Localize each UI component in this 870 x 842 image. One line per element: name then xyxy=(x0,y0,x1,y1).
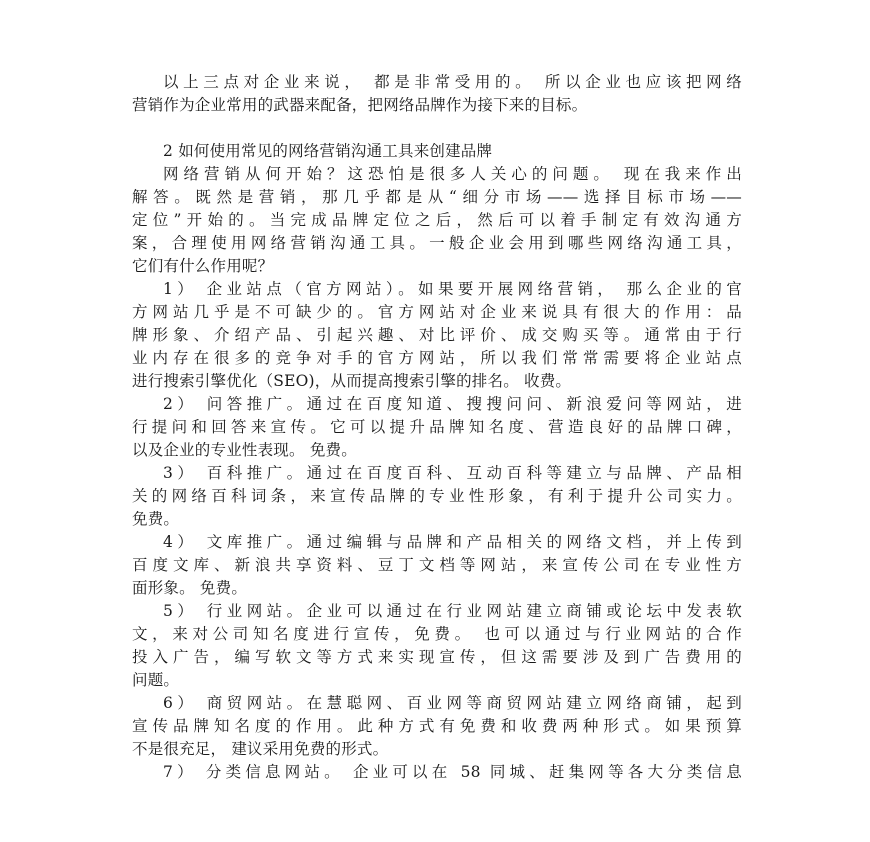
list-item-line: 以及企业的专业性表现。 免费。 xyxy=(132,441,357,459)
list-item-line: 业内存在很多的竞争对手的官方网站，所以我们常常需要将企业站点 xyxy=(132,349,742,367)
list-item-line: 3） 百科推广。通过在百度百科、互动百科等建立与品牌、产品相 xyxy=(163,464,742,482)
paragraph-line: 网络营销从何开始？这恐怕是很多人关心的问题。 现在我来作出 xyxy=(163,165,742,183)
list-item-line: 进行搜索引擎优化（SEO)，从而提高搜索引擎的排名。 收费。 xyxy=(132,372,572,390)
paragraph-line: 以上三点对企业来说， 都是非常受用的。 所以企业也应该把网络 xyxy=(163,73,742,91)
list-item-line: 文，来对公司知名度进行宣传，免费。 也可以通过与行业网站的合作 xyxy=(132,625,742,643)
list-item-line: 问题。 xyxy=(132,671,180,689)
list-item-line: 7） 分类信息网站。 企业可以在 58 同城、赶集网等各大分类信息 xyxy=(163,763,742,781)
paragraph-line: 营销作为企业常用的武器来配备，把网络品牌作为接下来的目标。 xyxy=(132,96,588,114)
list-item-line: 1） 企业站点（官方网站）。如果要开展网络营销， 那么企业的官 xyxy=(163,280,742,298)
list-item-line: 行提问和回答来宣传。它可以提升品牌知名度、营造良好的品牌口碑， xyxy=(132,418,742,436)
list-item-line: 2） 问答推广。通过在百度知道、搜搜问问、新浪爱问等网站，进 xyxy=(163,395,742,413)
blank-line xyxy=(132,117,742,140)
list-item-line: 关的网络百科词条，来宣传品牌的专业性形象，有利于提升公司实力。 xyxy=(132,487,742,505)
paragraph-line: 解答。既然是营销，那几乎都是从“细分市场——选择目标市场—— xyxy=(132,188,742,206)
document-page xyxy=(132,71,742,784)
list-item-line: 牌形象、介绍产品、引起兴趣、对比评价、成交购买等。通常由于行 xyxy=(132,326,742,344)
paragraph-line: 定位”开始的。当完成品牌定位之后，然后可以着手制定有效沟通方 xyxy=(132,211,742,229)
list-item-line: 投入广告，编写软文等方式来实现宣传，但这需要涉及到广告费用的 xyxy=(132,648,742,666)
list-item-line: 方网站几乎是不可缺少的。官方网站对企业来说具有很大的作用：品 xyxy=(132,303,742,321)
list-item-line: 5） 行业网站。企业可以通过在行业网站建立商铺或论坛中发表软 xyxy=(163,602,742,620)
list-item-line: 面形象。 免费。 xyxy=(132,579,248,597)
section-heading: 2 如何使用常见的网络营销沟通工具来创建品牌 xyxy=(163,142,493,160)
list-item-line: 宣传品牌知名度的作用。此种方式有免费和收费两种形式。如果预算 xyxy=(132,717,742,735)
list-item-line: 免费。 xyxy=(132,510,180,528)
list-item-line: 6） 商贸网站。在慧聪网、百业网等商贸网站建立网络商铺，起到 xyxy=(163,694,742,712)
list-item-line: 4） 文库推广。通过编辑与品牌和产品相关的网络文档，并上传到 xyxy=(163,533,742,551)
list-item-line: 百度文库、新浪共享资料、豆丁文档等网站，来宣传公司在专业性方 xyxy=(132,556,742,574)
paragraph-line: 案，合理使用网络营销沟通工具。一般企业会用到哪些网络沟通工具， xyxy=(132,234,742,252)
list-item-line: 不是很充足， 建议采用免费的形式。 xyxy=(132,740,389,758)
paragraph-line: 它们有什么作用呢？ xyxy=(132,257,274,275)
